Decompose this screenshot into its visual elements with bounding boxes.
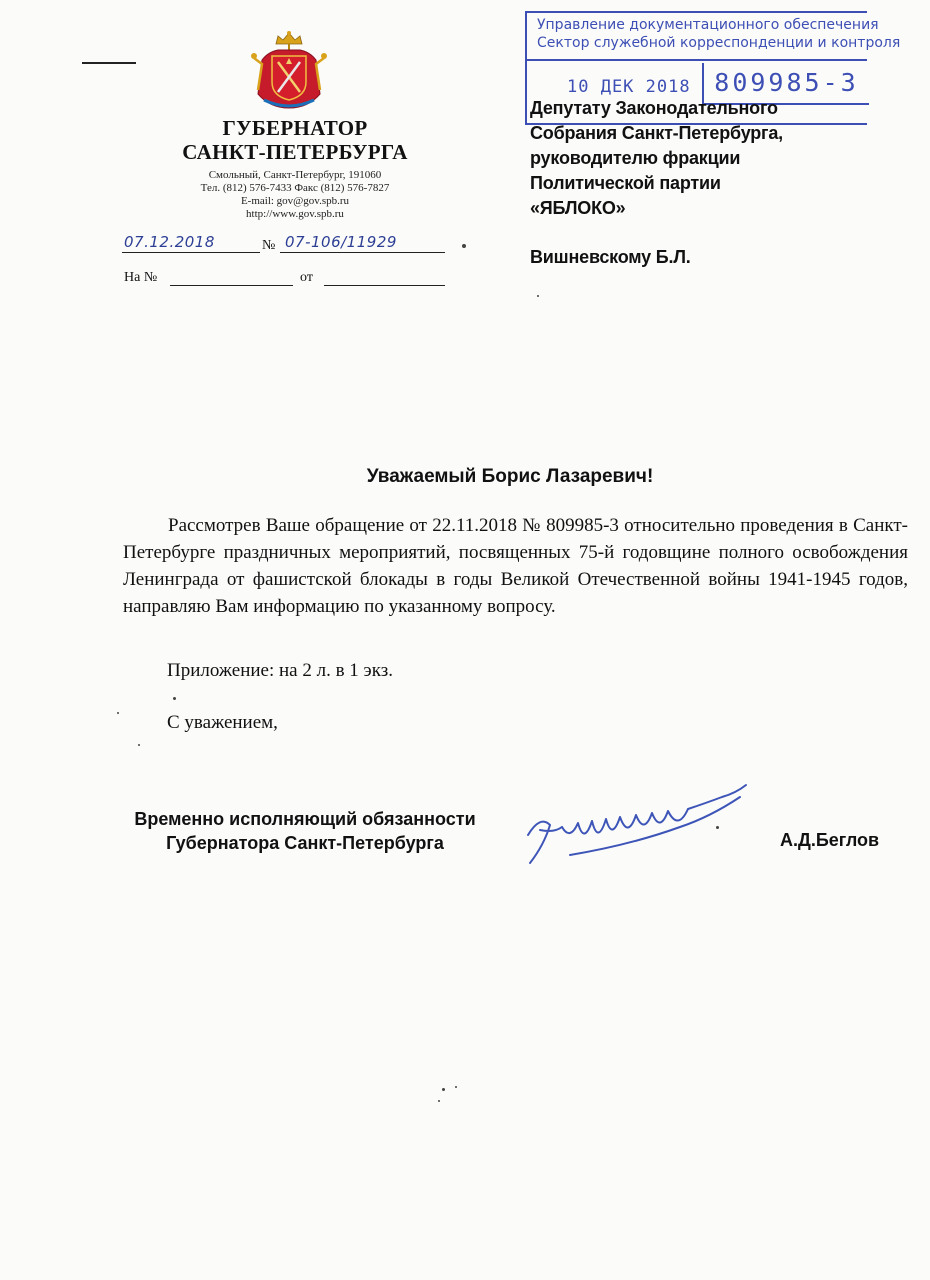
stamp-sector-line: Сектор служебной корреспонденции и контроля: [537, 35, 901, 51]
stamp-department-line: Управление документационного обеспечения: [537, 17, 879, 33]
addressee-line-1: Депутату Законодательного: [530, 98, 778, 118]
signatory-position-line1: Временно исполняющий обязанности: [134, 809, 476, 829]
scan-speck: [537, 295, 539, 297]
corner-dash-mark: [82, 62, 136, 64]
scan-speck: [117, 712, 119, 714]
registration-date-underline: [122, 252, 260, 253]
contact-website: http://www.gov.spb.ru: [246, 208, 344, 220]
addressee-line-2: Собрания Санкт-Петербурга,: [530, 123, 783, 143]
governor-title-line1: ГУБЕРНАТОР: [222, 116, 368, 140]
scan-speck: [462, 244, 466, 248]
coat-of-arms-icon: [248, 30, 330, 110]
registration-number-underline: [280, 252, 445, 253]
scan-speck: [438, 1100, 440, 1102]
scan-speck: [173, 697, 176, 700]
registration-number: 07-106/11929: [285, 233, 397, 251]
letter-body: Рассмотрев Ваше обращение от 22.11.2018 № 809985-3 относительно проведения в Санкт-Петербурге праздничных мероприятий, посвященных 75-й годовщине полного освобождения Ленинграда от фашистской блокады в годы Великой Отечественной войны 1941-1945 годов, направляю Вам информацию по указанному вопросу.: [123, 515, 908, 617]
signatory-position-line2: Губернатора Санкт-Петербурга: [166, 833, 444, 853]
stamp-number: 809985-3: [702, 63, 869, 105]
stamp-date: 10 ДЕК 2018: [567, 77, 691, 97]
contact-email: E-mail: gov@gov.spb.ru: [240, 195, 350, 207]
handwritten-signature: [510, 775, 770, 880]
governor-title-line2: САНКТ-ПЕТЕРБУРГА: [182, 140, 408, 164]
addressee-line-3: руководителю фракции: [530, 148, 741, 168]
scan-speck: [716, 826, 719, 829]
scan-speck: [455, 1086, 457, 1088]
reference-number-label: На №: [124, 270, 158, 285]
reference-date-label: от: [300, 270, 313, 285]
contact-phones: Тел. (812) 576-7433 Факс (812) 576-7827: [200, 182, 390, 194]
reference-number-line: [170, 285, 293, 286]
registration-number-label: №: [262, 238, 276, 253]
scan-speck: [442, 1088, 445, 1091]
scan-speck: [138, 744, 140, 746]
contact-address: Смольный, Санкт-Петербург, 191060: [208, 169, 382, 181]
letter-closing: С уважением,: [167, 712, 278, 733]
letter-greeting: Уважаемый Борис Лазаревич!: [366, 466, 654, 487]
registration-date: 07.12.2018: [124, 233, 215, 251]
letter-attachment: Приложение: на 2 л. в 1 экз.: [167, 660, 393, 681]
signatory-name: А.Д.Беглов: [780, 830, 880, 850]
stamp-divider: [527, 59, 867, 61]
reference-date-line: [324, 285, 445, 286]
addressee-name: Вишневскому Б.Л.: [530, 247, 691, 267]
addressee-line-4: Политической партии: [530, 173, 721, 193]
addressee-line-5: «ЯБЛОКО»: [530, 198, 626, 218]
